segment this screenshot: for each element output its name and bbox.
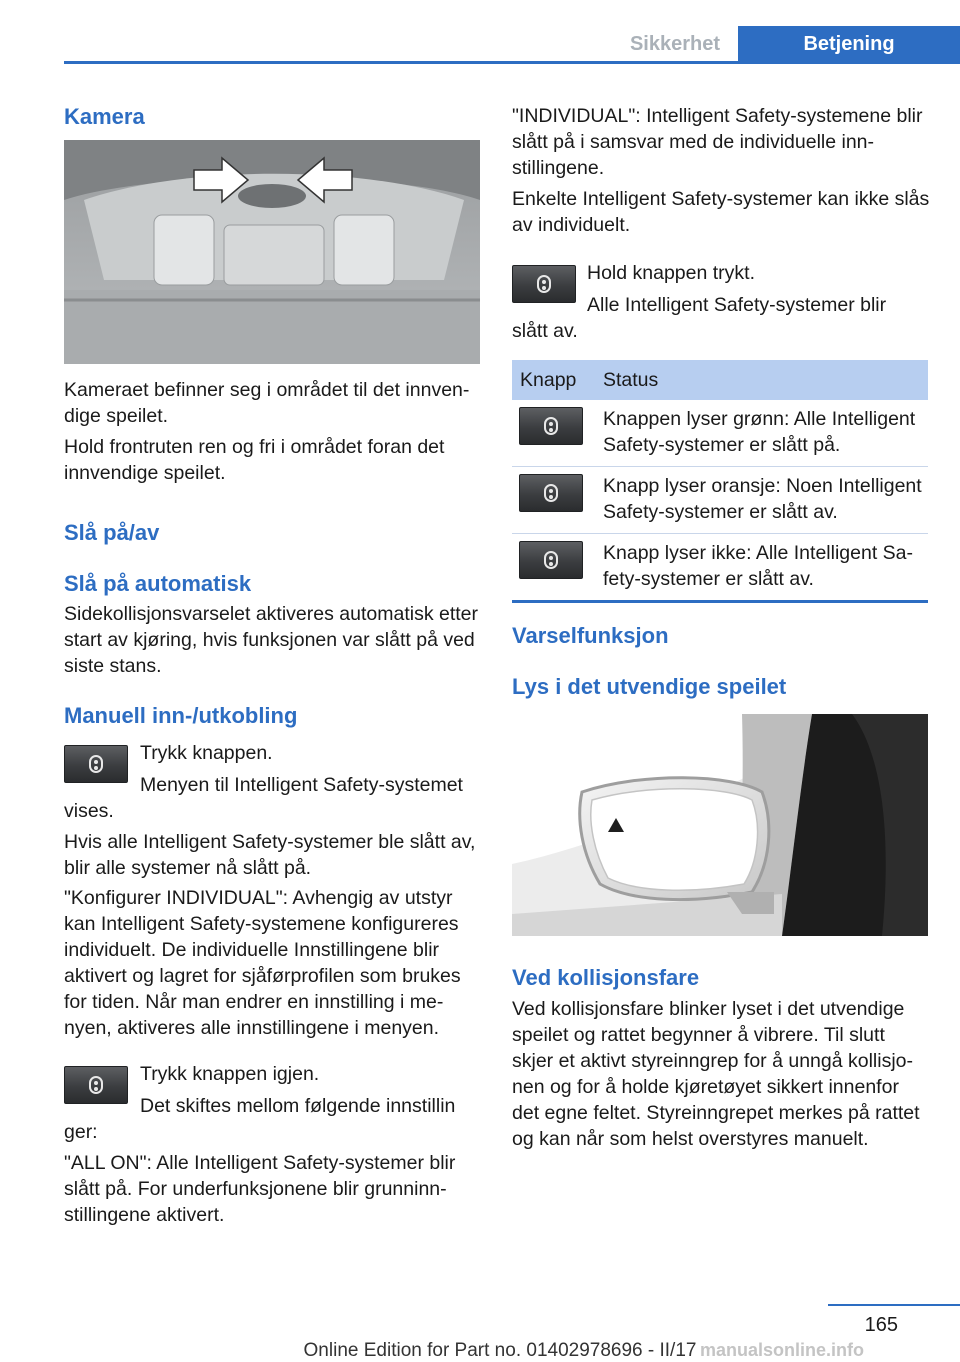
footer-edition: Online Edition for Part no. 01402978696 - II/17: [303, 1340, 697, 1361]
button-status-table: [512, 360, 928, 603]
table-row: [512, 400, 928, 467]
safety-button-icon: [64, 745, 128, 783]
footer-rule: [828, 1304, 960, 1306]
table-cell-status: Knapp lyser oransje: Noen Intelligent Safety-systemer er slått av.: [595, 467, 928, 534]
safety-button-icon: [64, 1066, 128, 1104]
manual-step-1: Trykk knappen.: [140, 742, 273, 764]
manual-paragraph-3: Hvis alle Intelligent Safety-systemer ble slått av, blir alle systemer nå slått på.: [64, 831, 476, 879]
auto-paragraph: Sidekollisjonsvarselet aktiveres automatisk etter start av kjøring, hvis funksjonen var slått på ved siste stans.: [64, 603, 479, 677]
table-header-knapp: Knapp: [512, 360, 595, 400]
safety-button-icon: [519, 541, 583, 579]
header-section-tab: Sikkerhet: [612, 26, 738, 62]
table-row: [512, 534, 928, 602]
table-header-row: [512, 360, 928, 400]
manual-step-2-cont: vises.: [64, 800, 114, 822]
exterior-mirror-image: [512, 714, 928, 936]
kamera-paragraph-2: Hold frontruten ren og fri i området foran det innvendige speilet.: [64, 436, 445, 484]
heading-sla-pa-automatisk: Slå på automatisk: [64, 571, 252, 596]
hold-step-1: Hold knappen trykt.: [587, 262, 756, 284]
manual-step-6-cont: ger:: [64, 1121, 98, 1143]
table-cell-status: Knapp lyser ikke: Alle Intelligent Safety-systemer er slått av.: [595, 534, 928, 602]
hold-step-2: Alle Intelligent Safety-systemer blir: [587, 294, 887, 316]
kollisjonsfare-paragraph: Ved kollisjonsfare blinker lyset i det utvendige speilet og rattet begynner å vibrere. Til slutt skjer et aktivt styreinngrep for å unngå kollisjonen og for å holde kjøretøyet sikkert innenfor det egne feltet. Styreinngrepet merkes på rattet og kan når som helst overstyres manuelt.: [512, 998, 920, 1150]
table-header-status: Status: [595, 360, 928, 400]
heading-sla-pa-av: Slå på/av: [64, 520, 160, 545]
safety-button-icon: [512, 265, 576, 303]
table-cell-status: Knappen lyser grønn: Alle Intelligent Safety-systemer er slått på.: [595, 400, 928, 467]
heading-manuell: Manuell inn-/utkobling: [64, 703, 298, 728]
table-cell-icon: [512, 400, 595, 467]
header-subsection-tab: Betjening: [738, 26, 960, 62]
header-rule: [64, 61, 960, 64]
manual-paragraph-7: "ALL ON": Alle Intelligent Safety-systemer blir slått på. For underfunksjonene blir grunninnstillingene aktivert.: [64, 1152, 456, 1226]
page-number: 165: [864, 1314, 898, 1336]
individual-note: Enkelte Intelligent Safety-systemer kan ikke slås av individuelt.: [512, 188, 930, 236]
hold-step-2-cont: slått av.: [512, 320, 578, 342]
individual-paragraph: "INDIVIDUAL": Intelligent Safety-systemene blir slått på i samsvar med de individuelle innstillingene.: [512, 105, 923, 179]
table-row: [512, 467, 928, 534]
manual-step-5: Trykk knappen igjen.: [140, 1063, 320, 1085]
watermark: manualsonline.info: [700, 1340, 865, 1360]
safety-button-icon: [519, 407, 583, 445]
manual-step-6: Det skiftes mellom følgende innstillin: [140, 1095, 456, 1117]
manual-paragraph-4: "Konfigurer INDIVIDUAL": Avhengig av utstyr kan Intelligent Safety-systemene konfigureres individuelt. De individuelle Innstillingene blir aktivert og lagret for sjåførprofilen som brukes for tiden. Når man endrer en innstilling i menyen, aktiveres alle innstillingene i menyen.: [64, 887, 461, 1039]
heading-ved-kollisjonsfare: Ved kollisjonsfare: [512, 965, 700, 990]
heading-varselfunksjon: Varselfunksjon: [512, 623, 669, 648]
safety-button-icon: [519, 474, 583, 512]
heading-kamera: Kamera: [64, 104, 145, 129]
table-cell-icon: [512, 534, 595, 602]
kamera-paragraph-1: Kameraet befinner seg i området til det innvendige speilet.: [64, 379, 470, 427]
manual-step-2: Menyen til Intelligent Safety-systemet: [140, 774, 463, 796]
heading-lys-speilet: Lys i det utvendige speilet: [512, 674, 787, 699]
camera-location-image: [64, 140, 480, 364]
table-cell-icon: [512, 467, 595, 534]
